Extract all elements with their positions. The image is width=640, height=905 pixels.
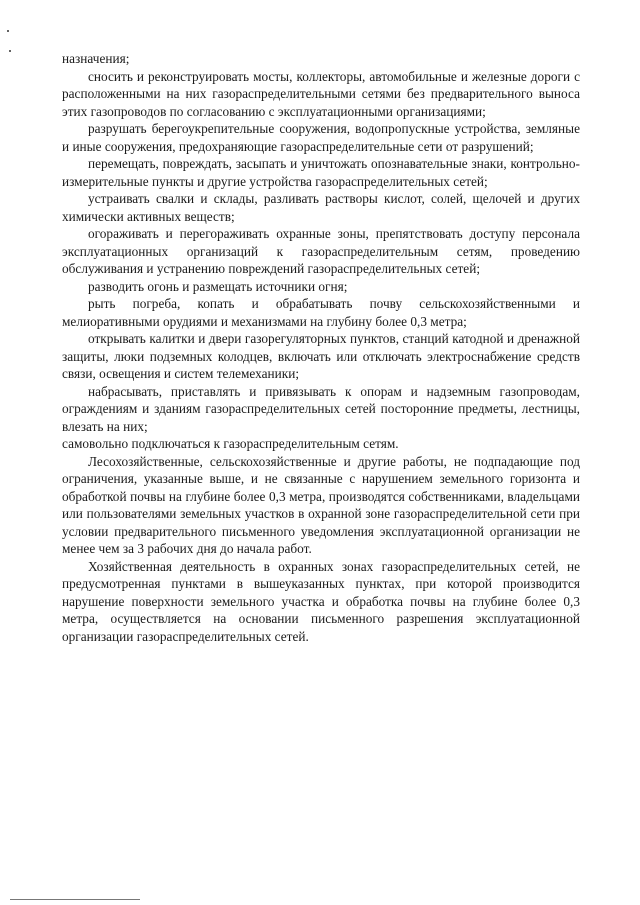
paragraph-digging: рыть погреба, копать и обрабатывать почву сельскохозяйственными и мелиоративными орудиями и механизмами на глубину более 0,3 метра;: [62, 296, 580, 329]
paragraph-economic-activity: Хозяйственная деятельность в охранных зонах газораспределительных сетей, не предусмотренная пунктами в вышеуказанных пунктах, при которой производится нарушение поверхности земельного участка и обработка почвы на глубине более 0,3 метра, осуществляется на основании письменного разрешения эксплуатационной организации газораспределительных сетей.: [62, 558, 580, 644]
paragraph-fire-sources: разводить огонь и размещать источники огня;: [88, 278, 348, 294]
paragraph-forestry-works: Лесохозяйственные, сельскохозяйственные и другие работы, не подпадающие под ограничения, указанные выше, и не связанные с нарушением земельного горизонта и обработкой почвы на глубине более 0,3 метра, производятся собственниками, владельцами или пользователями земельных участков в охранной зоне газораспределительной сети при условии предварительного письменного уведомления эксплуатационной организации не менее чем за 3 рабочих дня до начала работ.: [62, 453, 580, 556]
document-body: [62, 50, 580, 645]
scan-speck-second: [9, 50, 11, 52]
scan-speck-top: [7, 30, 9, 32]
paragraph-attach-objects: набрасывать, приставлять и привязывать к опорам и надземным газопроводам, ограждениям и зданиям газораспределительных сетей посторонние предметы, лестницы, влезать на них;: [62, 383, 580, 434]
paragraph-fragment-purpose: назначения;: [62, 51, 130, 66]
paragraph-open-gates-hatches: открывать калитки и двери газорегуляторных пунктов, станций катодной и дренажной защиты, люки подземных колодцев, включать или отключать электроснабжение средств связи, освещения и систем телемеханики;: [62, 331, 580, 381]
paragraph-unauthorized-connection: самовольно подключаться к газораспределительным сетям.: [62, 436, 399, 451]
footer-rule: [10, 899, 140, 900]
paragraph-dumps-and-chemicals: устраивать свалки и склады, разливать растворы кислот, солей, щелочей и других химически активных веществ;: [62, 191, 580, 224]
paragraph-move-marker-signs: перемещать, повреждать, засыпать и уничтожать опознавательные знаки, контрольно-измерительные пункты и другие устройства газораспределительных сетей;: [62, 156, 580, 189]
paragraph-demolish-bridges: сносить и реконструировать мосты, коллекторы, автомобильные и железные дороги с расположенными на них газораспределительными сетями без предварительного выноса этих газопроводов по согласованию с эксплуатационными организациями;: [62, 68, 580, 119]
paragraph-destroy-embankments: разрушать берегоукрепительные сооружения, водопропускные устройства, земляные и иные сооружения, предохраняющие газораспределительные сети от разрушений;: [62, 121, 580, 154]
paragraph-fence-zones: огораживать и перегораживать охранные зоны, препятствовать доступу персонала эксплуатационных организаций к газораспределительным сетям, проведению обслуживания и устранению повреждений газораспределительных сетей;: [62, 226, 580, 276]
